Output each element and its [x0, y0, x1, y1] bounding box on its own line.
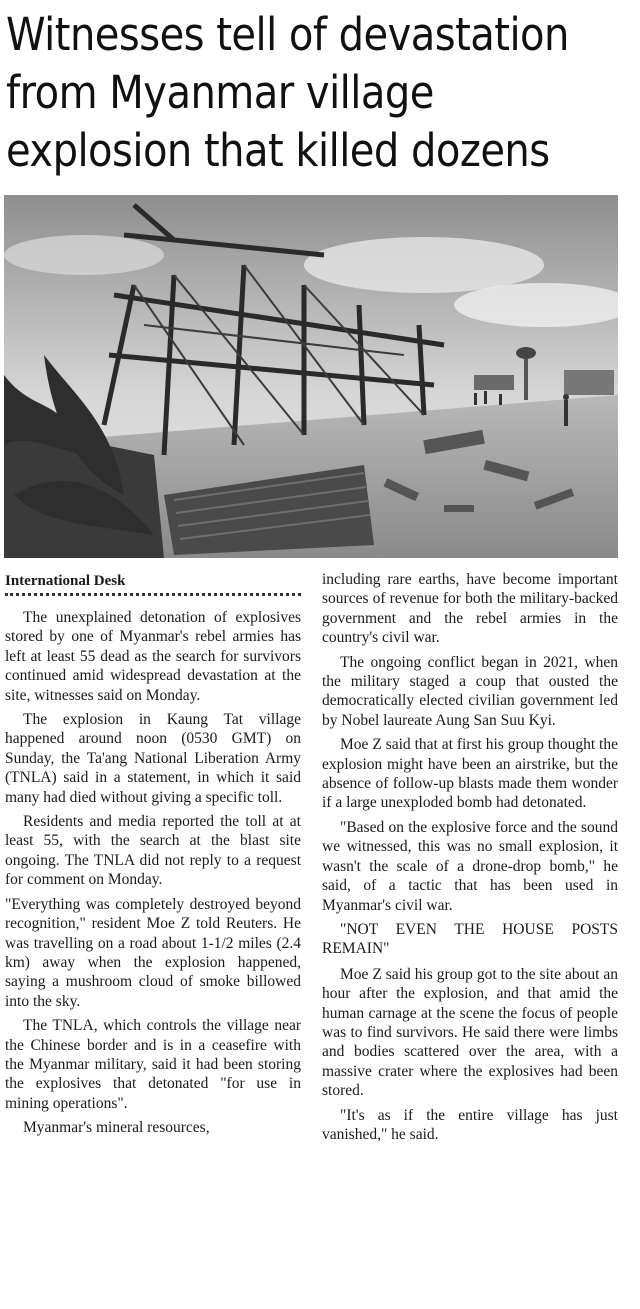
- article-paragraph: "Everything was completely destroyed beyond recognition," resident Moe Z told Reuters. He was travelling on a road about 1-1/2 miles (2.4 km) away when the explosion happened, saying a mushroom cloud of smoke billowed into the sky.: [5, 895, 301, 1010]
- headline: [6, 6, 567, 180]
- article-subheading: "NOT EVEN THE HOUSE POSTS REMAIN": [322, 920, 618, 958]
- article-column-left: [5, 572, 301, 1143]
- article-paragraph: Myanmar's mineral resources,: [23, 1119, 210, 1137]
- article-paragraph: The explosion in Kaung Tat village happened around noon (0530 GMT) on Sunday, the Ta'ang National Liberation Army (TNLA) said in a statement, in which it said many had died without giving a specific toll.: [5, 711, 301, 806]
- headline-line: from Myanmar village: [6, 66, 434, 119]
- article-paragraph: Residents and media reported the toll at at least 55, with the search at the blast site ongoing. The TNLA did not reply to a request for comment on Monday.: [5, 813, 301, 889]
- article-paragraph: "It's as if the entire village has just vanished," he said.: [322, 1106, 618, 1143]
- article-paragraph: The TNLA, which controls the village near the Chinese border and is in a ceasefire with the Myanmar military, said it had been storing the explosives that detonated "for use in mining operations".: [5, 1017, 301, 1112]
- headline-line: Witnesses tell of devastation: [6, 8, 569, 61]
- headline-line: explosion that killed dozens: [6, 124, 550, 177]
- article-paragraph: The ongoing conflict began in 2021, when the military staged a coup that ousted the democratically elected civilian government led by Nobel laureate Aung San Suu Kyi.: [322, 653, 618, 729]
- article-paragraph: Moe Z said his group got to the site about an hour after the explosion, and that amid the human carnage at the scene the focus of people was to find survivors. He said there were limbs and bodies scattered over the area, with a massive crater where the explosives had been stored.: [322, 965, 618, 1100]
- article-column-right: [322, 570, 618, 1149]
- byline-divider: [5, 593, 301, 596]
- article-paragraph: including rare earths, have become important sources of revenue for both the military-backed government and the rebel armies in the country's civil war.: [322, 571, 618, 647]
- article-paragraph: The unexplained detonation of explosives stored by one of Myanmar's rebel armies has left at least 55 dead as the search for survivors continued amid widespread devastation at the site, witnesses said on Monday.: [5, 609, 301, 704]
- article-paragraph: "Based on the explosive force and the sound we witnessed, this was no small explosion, it wasn't the scale of a drone-drop bomb," he said, of a tactic that has been used in Myanmar's civil war.: [322, 818, 618, 914]
- byline: International Desk: [5, 573, 126, 589]
- article-paragraph: Moe Z said that at first his group thought the explosion might have been an airstrike, but the absence of follow-up blasts made them wonder if a large unexploded bomb had detonated.: [322, 736, 618, 812]
- photo-image-icon: [4, 195, 618, 558]
- explosion-site-photo: [4, 195, 618, 558]
